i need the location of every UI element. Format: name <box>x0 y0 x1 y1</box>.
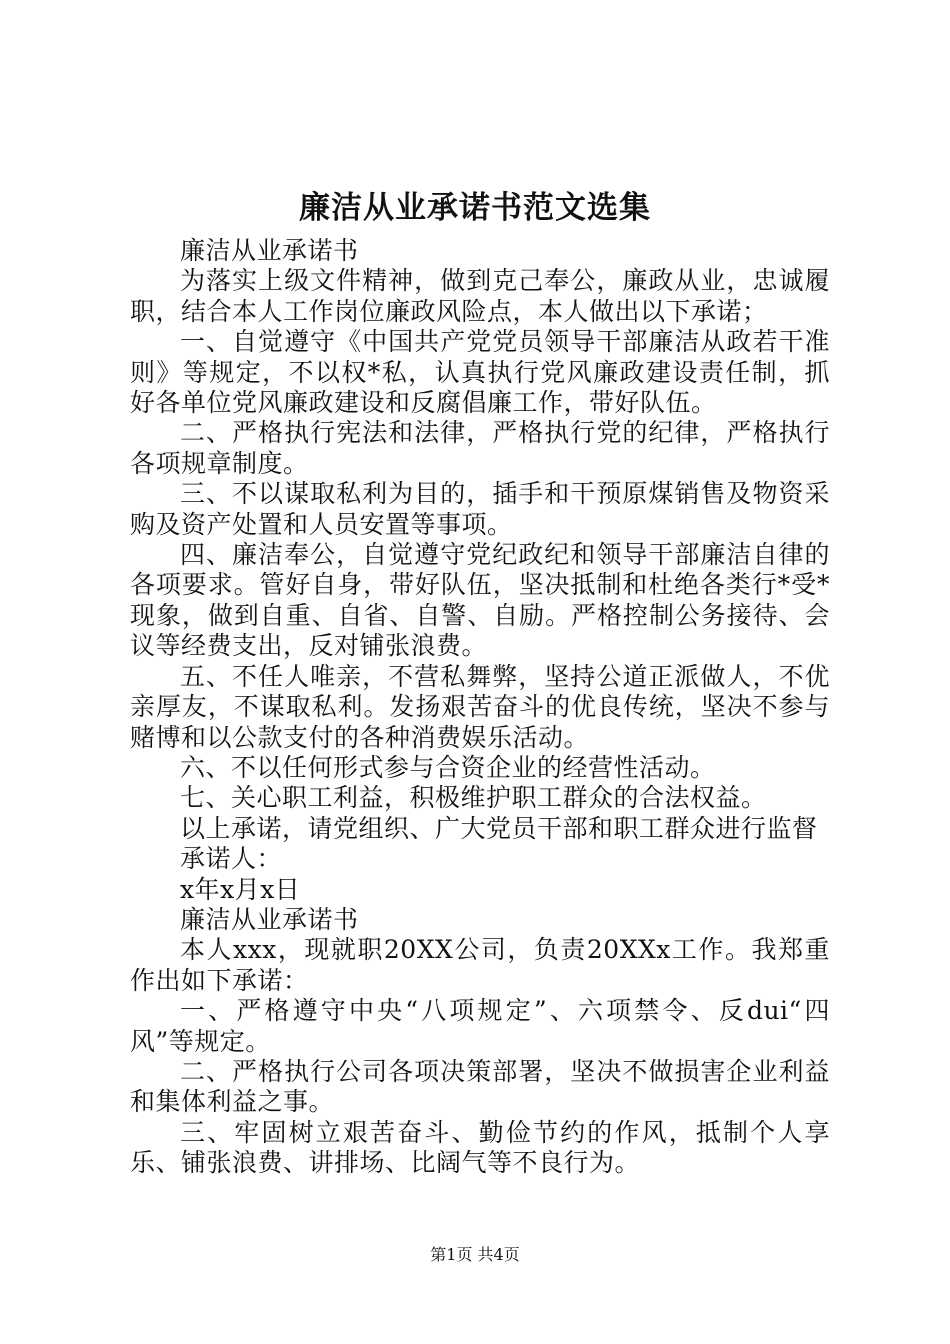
page-footer: 第1页 共4页 <box>430 1245 520 1264</box>
paragraph: 四、廉洁奉公，自觉遵守党纪政纪和领导干部廉洁自律的各项要求。管好自身，带好队伍，坚决抵制和杜绝各类行*受*现象，做到自重、自省、自警、自励。严格控制公务接待、会议等经费支出，反对铺张浪费。 <box>130 540 830 661</box>
paragraph: 二、严格执行公司各项决策部署，坚决不做损害企业利益和集体利益之事。 <box>130 1056 830 1117</box>
paragraph: 一、自觉遵守《中国共产党党员领导干部廉洁从政若干准则》等规定，不以权*私，认真执行党风廉政建设责任制，抓好各单位党风廉政建设和反腐倡廉工作，带好队伍。 <box>130 327 830 418</box>
paragraph: 五、不任人唯亲，不营私舞弊，坚持公道正派做人，不优亲厚友，不谋取私利。发扬艰苦奋斗的优良传统，坚决不参与赌博和以公款支付的各种消费娱乐活动。 <box>130 661 830 752</box>
paragraph: 廉洁从业承诺书 <box>180 236 359 265</box>
paragraph: 二、严格执行宪法和法律，严格执行党的纪律，严格执行各项规章制度。 <box>130 418 830 478</box>
paragraph: 以上承诺，请党组织、广大党员干部和职工群众进行监督 <box>180 813 818 843</box>
paragraph: 本人xxx，现就职20XX公司，负责20XXx工作。我郑重作出如下承诺： <box>130 935 830 995</box>
paragraph: 一、严格遵守中央“八项规定”、六项禁令、反dui“四风”等规定。 <box>130 996 830 1056</box>
document-title: 廉洁从业承诺书范文选集 <box>299 190 651 226</box>
document-body <box>130 236 830 1179</box>
paragraph: 为落实上级文件精神，做到克己奉公，廉政从业，忠诚履职，结合本人工作岗位廉政风险点，本人做出以下承诺； <box>130 266 830 326</box>
paragraph: 六、不以任何形式参与合资企业的经营性活动。 <box>180 752 716 782</box>
date-line: x年x月x日 <box>180 874 301 904</box>
paragraph: 七、关心职工利益，积极维护职工群众的合法权益。 <box>180 783 767 813</box>
signature-label: 承诺人： <box>180 844 283 874</box>
paragraph: 三、不以谋取私利为目的，插手和干预原煤销售及物资采购及资产处置和人员安置等事项。 <box>130 479 830 539</box>
paragraph: 三、牢固树立艰苦奋斗、勤俭节约的作风，抵制个人享乐、铺张浪费、讲排场、比阔气等不良行为。 <box>130 1117 830 1178</box>
paragraph: 廉洁从业承诺书 <box>180 904 359 934</box>
